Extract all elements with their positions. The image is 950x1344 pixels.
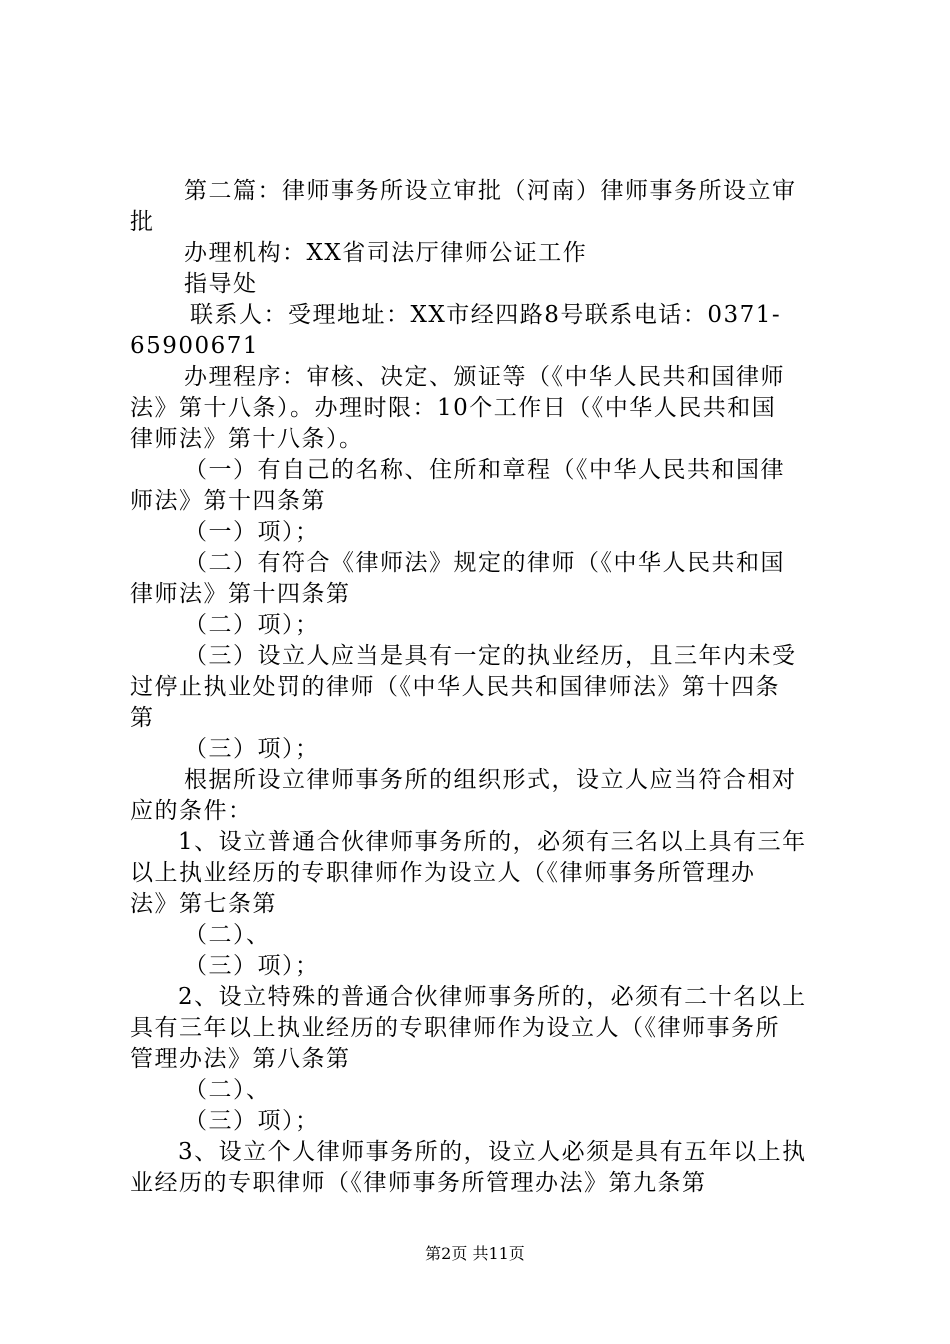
text-line: （三）项）；: [184, 736, 320, 762]
text-line: 3、设立个人律师事务所的，设立人必须是具有五年以上执: [178, 1139, 807, 1165]
page-number-footer: 第2页 共11页: [425, 1244, 525, 1263]
text-line: （二）、: [184, 1077, 271, 1103]
text-line: 过停止执业处罚的律师（《中华人民共和国律师法》第十四条: [130, 674, 780, 700]
text-line: （二）项）；: [184, 612, 320, 638]
text-line: （一）有自己的名称、住所和章程（《中华人民共和国律: [184, 457, 785, 483]
text-line: 根据所设立律师事务所的组织形式，设立人应当符合相对: [184, 767, 797, 793]
text-line: 批: [130, 209, 155, 235]
text-line: 第: [130, 705, 155, 731]
text-line: 律师法》第十四条第: [130, 581, 351, 607]
text-line: 管理办法》第八条第: [130, 1046, 351, 1072]
text-line: 第二篇：律师事务所设立审批（河南）律师事务所设立审: [184, 178, 797, 204]
text-line: （一）项）；: [184, 519, 320, 545]
text-line: 具有三年以上执业经历的专职律师作为设立人（《律师事务所: [130, 1015, 780, 1041]
text-line: 1、设立普通合伙律师事务所的，必须有三名以上具有三年: [178, 829, 807, 855]
text-line: 应的条件：: [130, 798, 253, 824]
document-body: [130, 176, 830, 1199]
text-line: 办理机构：XX省司法厅律师公证工作: [184, 240, 588, 266]
text-line: 业经历的专职律师（《律师事务所管理办法》第九条第: [130, 1170, 707, 1196]
text-line: 律师法》第十八条）。: [130, 426, 364, 452]
text-line: 指导处: [184, 271, 258, 297]
text-line: 以上执业经历的专职律师作为设立人（《律师事务所管理办: [130, 860, 756, 886]
text-line: （二）有符合《律师法》规定的律师（《中华人民共和国: [184, 550, 785, 576]
text-line: 联系人：受理地址：XX市经四路8号联系电话：0371-: [190, 302, 782, 328]
text-line: 65900671: [130, 333, 260, 359]
text-line: 师法》第十四条第: [130, 488, 326, 514]
text-line: 法》第七条第: [130, 891, 277, 917]
text-line: （三）项）；: [184, 953, 320, 979]
text-line: （二）、: [184, 922, 271, 948]
text-line: 2、设立特殊的普通合伙律师事务所的，必须有二十名以上: [178, 984, 807, 1010]
text-line: （三）设立人应当是具有一定的执业经历，且三年内未受: [184, 643, 797, 669]
text-line: （三）项）；: [184, 1108, 320, 1134]
text-line: 法》第十八条）。办理时限：10个工作日（《中华人民共和国: [130, 395, 777, 421]
text-line: 办理程序：审核、决定、颁证等（《中华人民共和国律师: [184, 364, 785, 390]
